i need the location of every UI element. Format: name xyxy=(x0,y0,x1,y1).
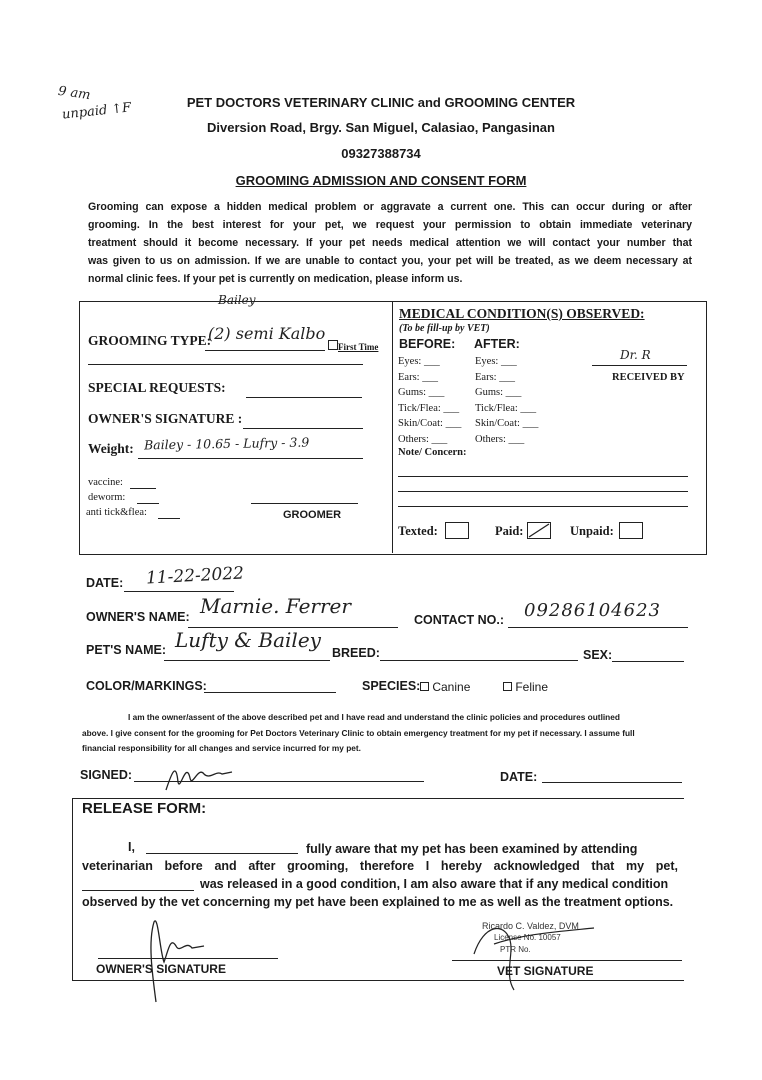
grooming-type-value[interactable]: (2) semi Kalbo xyxy=(208,324,326,343)
grooming-extra-line xyxy=(88,364,363,365)
feline-label: Feline xyxy=(515,680,549,694)
owner-name-label: OWNER'S NAME: xyxy=(86,610,190,624)
handwritten-unpaid-note: unpaid ↑F xyxy=(61,100,132,123)
release-line-2: veterinarian before and after grooming, therefore I hereby acknowledged that my pet, xyxy=(82,859,678,873)
first-time-option[interactable] xyxy=(328,340,378,352)
before-ears: Ears: ___ xyxy=(398,371,438,383)
first-time-label: First Time xyxy=(338,342,379,352)
date-label: DATE: xyxy=(86,576,124,590)
intro-line: grooming. In the best interest for your pet, we request your permission to obtain immediate veterinary xyxy=(88,219,692,231)
first-time-checkbox[interactable] xyxy=(328,340,338,350)
intro-line: treatment should it become necessary. If your pet needs medical attention we will contact your number that xyxy=(88,237,692,249)
date-value[interactable]: 11-22-2022 xyxy=(145,563,245,589)
feline-option[interactable] xyxy=(503,680,548,694)
release-name-line[interactable] xyxy=(146,853,298,854)
release-title: RELEASE FORM: xyxy=(82,800,207,817)
vet-stamp-ptr: PTR No. xyxy=(500,945,531,954)
received-by-label: RECEIVED BY xyxy=(612,372,685,383)
vet-signature-label: VET SIGNATURE xyxy=(497,964,594,978)
anti-tick-line[interactable] xyxy=(158,518,180,519)
owner-signature-line[interactable] xyxy=(243,428,363,429)
deworm-label: deworm: xyxy=(88,492,126,503)
texted-label: Texted: xyxy=(398,524,438,538)
vet-signature-mark xyxy=(464,914,604,994)
contact-line xyxy=(508,627,688,628)
canine-option[interactable] xyxy=(420,680,470,694)
owner-name-value[interactable]: Marnie. Ferrer xyxy=(200,594,351,618)
groomer-signature-line[interactable] xyxy=(251,503,358,504)
received-by-value[interactable]: Dr. R xyxy=(620,348,651,362)
species-label: SPECIES: xyxy=(362,679,421,693)
intro-line: normal clinic fees. If your pet is currently on medication, please inform us. xyxy=(88,273,463,285)
grooming-type-line xyxy=(205,350,325,351)
owner-signature-label: OWNER'S SIGNATURE : xyxy=(88,411,243,426)
canine-checkbox[interactable] xyxy=(420,682,429,691)
vet-stamp-name: Ricardo C. Valdez, DVM xyxy=(482,921,579,931)
vet-signature-line[interactable] xyxy=(452,960,682,961)
unpaid-label: Unpaid: xyxy=(570,524,614,538)
grooming-type-label: GROOMING TYPE: xyxy=(88,333,212,348)
consent-line: I am the owner/assent of the above described pet and I have read and understand the clinic policies and procedures outlined xyxy=(128,712,620,722)
groomer-label: GROOMER xyxy=(283,509,342,521)
medical-subtitle: (To be fill-up by VET) xyxy=(399,323,490,334)
after-skin-coat: Skin/Coat: ___ xyxy=(475,418,539,429)
release-line-3: was released in a good condition, I am also aware that if any medical condition xyxy=(200,877,669,891)
note-line-2[interactable] xyxy=(398,491,688,492)
signed-date-line[interactable] xyxy=(542,782,682,783)
release-pet-line[interactable] xyxy=(82,890,194,891)
vaccine-label: vaccine: xyxy=(88,477,123,488)
deworm-line[interactable] xyxy=(137,503,159,504)
form-title: GROOMING ADMISSION AND CONSENT FORM xyxy=(235,173,527,188)
consent-paragraph xyxy=(82,710,688,757)
intro-paragraph xyxy=(88,198,692,288)
owner-signature-mark xyxy=(158,752,238,796)
sex-label: SEX: xyxy=(583,648,613,662)
paid-checkmark-icon xyxy=(528,523,550,538)
anti-tick-label: anti tick&flea: xyxy=(86,507,147,518)
before-others: Others: ___ xyxy=(398,433,448,445)
color-markings-label: COLOR/MARKINGS: xyxy=(86,679,207,693)
release-line-1: fully aware that my pet has been examined by attending xyxy=(306,842,638,856)
after-ears: Ears: ___ xyxy=(475,371,515,383)
vet-stamp-license: License No. 10057 xyxy=(494,933,561,942)
before-items xyxy=(398,354,461,447)
clinic-phone: 09327388734 xyxy=(341,146,421,161)
box-divider xyxy=(392,302,393,553)
note-concern-label: Note/ Concern: xyxy=(398,447,467,458)
weight-line xyxy=(138,458,363,459)
color-markings-line[interactable] xyxy=(204,692,336,693)
pet-name-line xyxy=(164,660,330,661)
weight-label: Weight: xyxy=(88,441,134,456)
before-gums: Gums: ___ xyxy=(398,387,445,398)
note-line-1[interactable] xyxy=(398,476,688,477)
release-line-4: observed by the vet concerning my pet have been explained to me as well as the treatment options. xyxy=(82,895,674,909)
intro-line: Grooming can expose a hidden medical problem or aggravate a current one. This can occur during or after xyxy=(88,201,692,213)
pet-name-value[interactable]: Lufty & Bailey xyxy=(175,628,321,652)
unpaid-checkbox[interactable] xyxy=(619,522,643,539)
grooming-type-note: Bailey xyxy=(218,293,256,307)
medical-title: MEDICAL CONDITION(S) OBSERVED: xyxy=(399,306,645,321)
after-eyes: Eyes: ___ xyxy=(475,356,517,367)
clinic-name: PET DOCTORS VETERINARY CLINIC and GROOMING CENTER xyxy=(186,95,576,110)
breed-label: BREED: xyxy=(332,646,380,660)
signed-date-label: DATE: xyxy=(500,770,538,784)
paid-label: Paid: xyxy=(495,524,524,538)
weight-value[interactable]: Bailey - 10.65 - Lufry - 3.9 xyxy=(143,434,310,453)
received-by-line xyxy=(592,365,687,366)
special-requests-label: SPECIAL REQUESTS: xyxy=(88,380,226,395)
breed-line[interactable] xyxy=(380,660,578,661)
special-requests-line[interactable] xyxy=(246,397,362,398)
release-left-rule xyxy=(72,798,73,980)
canine-label: Canine xyxy=(432,680,471,694)
before-skin-coat: Skin/Coat: ___ xyxy=(398,418,462,429)
consent-line: above. I give consent for the grooming for Pet Doctors Veterinary Clinic to obtain emergency treatment for my pet if necessary. I assume full xyxy=(82,727,635,738)
contact-value[interactable]: 09286104623 xyxy=(524,600,661,621)
pet-name-label: PET'S NAME: xyxy=(86,643,167,657)
after-tick-flea: Tick/Flea: ___ xyxy=(475,402,537,414)
date-line xyxy=(124,591,234,592)
after-items xyxy=(475,354,538,447)
sex-line[interactable] xyxy=(612,661,684,662)
before-tick-flea: Tick/Flea: ___ xyxy=(398,402,460,414)
feline-checkbox[interactable] xyxy=(503,682,512,691)
after-gums: Gums: ___ xyxy=(475,387,522,398)
note-line-3[interactable] xyxy=(398,506,688,507)
release-owner-signature-line[interactable] xyxy=(98,958,278,959)
signed-label: SIGNED: xyxy=(80,768,133,782)
before-eyes: Eyes: ___ xyxy=(398,356,440,367)
release-top-rule xyxy=(72,798,684,799)
handwritten-time-note: 9 am xyxy=(57,83,92,104)
vaccine-line[interactable] xyxy=(130,488,156,489)
release-i-label: I, xyxy=(128,840,135,854)
after-label: AFTER: xyxy=(474,337,520,351)
texted-checkbox[interactable] xyxy=(445,522,469,539)
clinic-address: Diversion Road, Brgy. San Miguel, Calasiao, Pangasinan xyxy=(207,120,555,135)
contact-label: CONTACT NO.: xyxy=(414,613,505,627)
paid-checkbox[interactable] xyxy=(527,522,551,539)
consent-line: financial responsibility for all changes and service incurred for my pet. xyxy=(82,743,361,753)
before-label: BEFORE: xyxy=(399,337,456,351)
intro-line: was given to us on admission. If we are unable to contact you, your pet will be treated, as we deem necessary at xyxy=(88,255,692,267)
release-owner-signature-label: OWNER'S SIGNATURE xyxy=(96,962,226,976)
after-others: Others: ___ xyxy=(475,433,525,445)
